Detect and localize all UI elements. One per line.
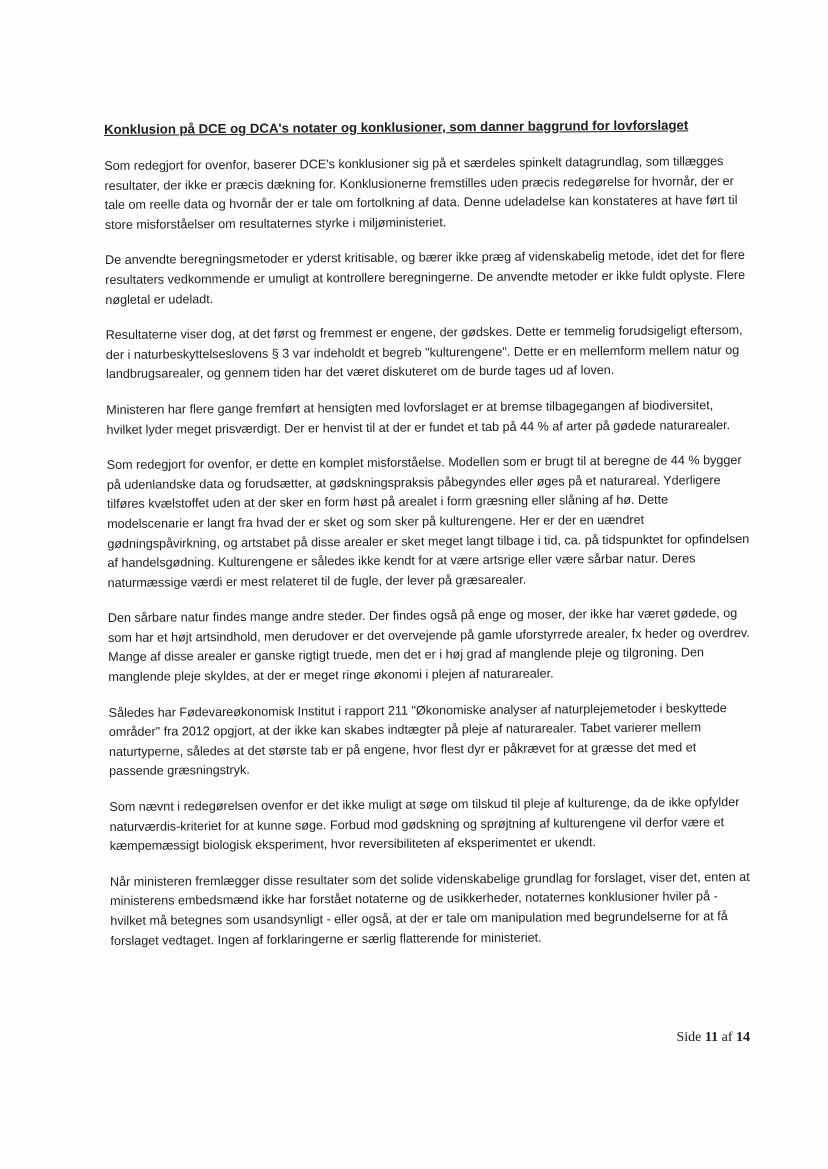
paragraph: Således har Fødevareøkonomisk Institut i rapport 211 "Økonomiske analyser af naturplejemetoder i beskyttede områder" fra 2012 opgjort, at der ikke kan skabes indtægter på pleje af naturarealer. Tabet varierer mellem naturtyperne, således at det største tab er på engene, hvor flest dyr er påkrævet for at græsse det med et passende græsningstryk. [108, 700, 727, 779]
section-heading: Konklusion på DCE og DCA's notater og konklusioner, som danner baggrund for lovforslaget [104, 117, 689, 137]
paragraph: Som nævnt i redegørelsen ovenfor er det ikke muligt at søge om tilskud til pleje af kulturenge, da de ikke opfylder naturværdis-kriteriet for at kunne søge. Forbud mod gødskning og sprøjtning af kulturengene vil derfor være et kæmpemæssigt biologisk eksperiment, hvor reversibiliteten af eksperimentet er ukendt. [109, 795, 740, 854]
paragraph: Ministeren har flere gange fremført at hensigten med lovforslaget er at bremse tilbagegangen af biodiversitet, hvilket lyder meget prisværdigt. Der er henvist til at der er fundet et tab på 44 % af arter på gødede naturarealer. [106, 398, 731, 437]
document-body [104, 116, 753, 967]
page-footer [676, 1030, 750, 1046]
page-total: 14 [736, 1030, 750, 1045]
page-label: Side [676, 1030, 702, 1045]
page-number: 11 [704, 1030, 719, 1045]
paragraph: Som redegjort for ovenfor, baserer DCE's konklusioner sig på et særdeles spinkelt datagrundlag, som tillægges resultater, der ikke er præcis dækning for. Konklusionerne fremstilles uden præcis redegørelse for hvornår, der er tale om reelle data og hvornår der er tale om fortolkning af data. Denne udeladelse kan konstateres at have ført til store misforståelser om resultaternes styrke i miljøministeriet. [104, 154, 738, 232]
paragraph: Resultaterne viser dog, at det først og fremmest er engene, der gødskes. Dette er temmelig forudsigeligt eftersom, der i naturbeskyttelseslovens § 3 var indeholdt et begreb "kulturengene". Dette er en mellemform mellem natur og landbrugsarealer, og gennem tiden har det været diskuteret om de burde tages ud af loven. [105, 323, 743, 382]
paragraph: Som redegjort for ovenfor, er dette en komplet misforståelse. Modellen som er brugt til at beregne de 44 % bygger på udenlandske data og forudsætter, at gødskningspraksis påbegyndes eller øges på et naturareal. Yderligere tilføres kvælstoffet uden at der sker en form høst på arealet i form græsning eller slåning af hø. Dette modelscenarie er langt fra hvad der er sket og som sker på kulturengene. Her er der en uændret gødningspåvirkning, og artstabet på disse arealer er sket meget langt tilbage i tid, ca. på tidspunktet for opfindelsen af handelsgødning. Kulturengene er således ikke kendt for at være artsrige eller være sårbar natur. Deres naturmæssige værdi er mest relateret til de fugle, der lever på græsarealer. [106, 453, 750, 590]
paragraph: De anvendte beregningsmetoder er yderst kritisable, og bærer ikke præg af videnskabelig metode, idet det for flere resultaters vedkommende er umuligt at kontrollere beregningerne. De anvendte metoder er ikke fuldt oplyste. Flere nøgletal er udeladt. [105, 248, 746, 307]
paragraph: Når ministeren fremlægger disse resultater som det solide videnskabelige grundlag for forslaget, viser det, enten at ministerens embedsmænd ikke har forstået notaterne og de usikkerheder, notaternes konklusioner hviler på - hvilket må betegnes som usandsynligt - eller også, at der er tale om manipulation med begrundelserne for at få forslaget vedtaget. Ingen af forklaringerne er særlig flatterende for ministeriet. [109, 869, 750, 948]
page-of-label: af [721, 1030, 733, 1045]
paragraph: Den sårbare natur findes mange andre steder. Der findes også på enge og moser, der ikke har været gødede, og som har et højt artsindhold, men derudover er det overvejende på gamle uforstyrrede arealer, fx heder og overdrev. Mange af disse arealer er ganske rigtigt truede, men det er i høj grad af manglende pleje og tilgroning. Den manglende pleje skyldes, at der er meget ringe økonomi i plejen af naturarealer. [107, 606, 750, 685]
